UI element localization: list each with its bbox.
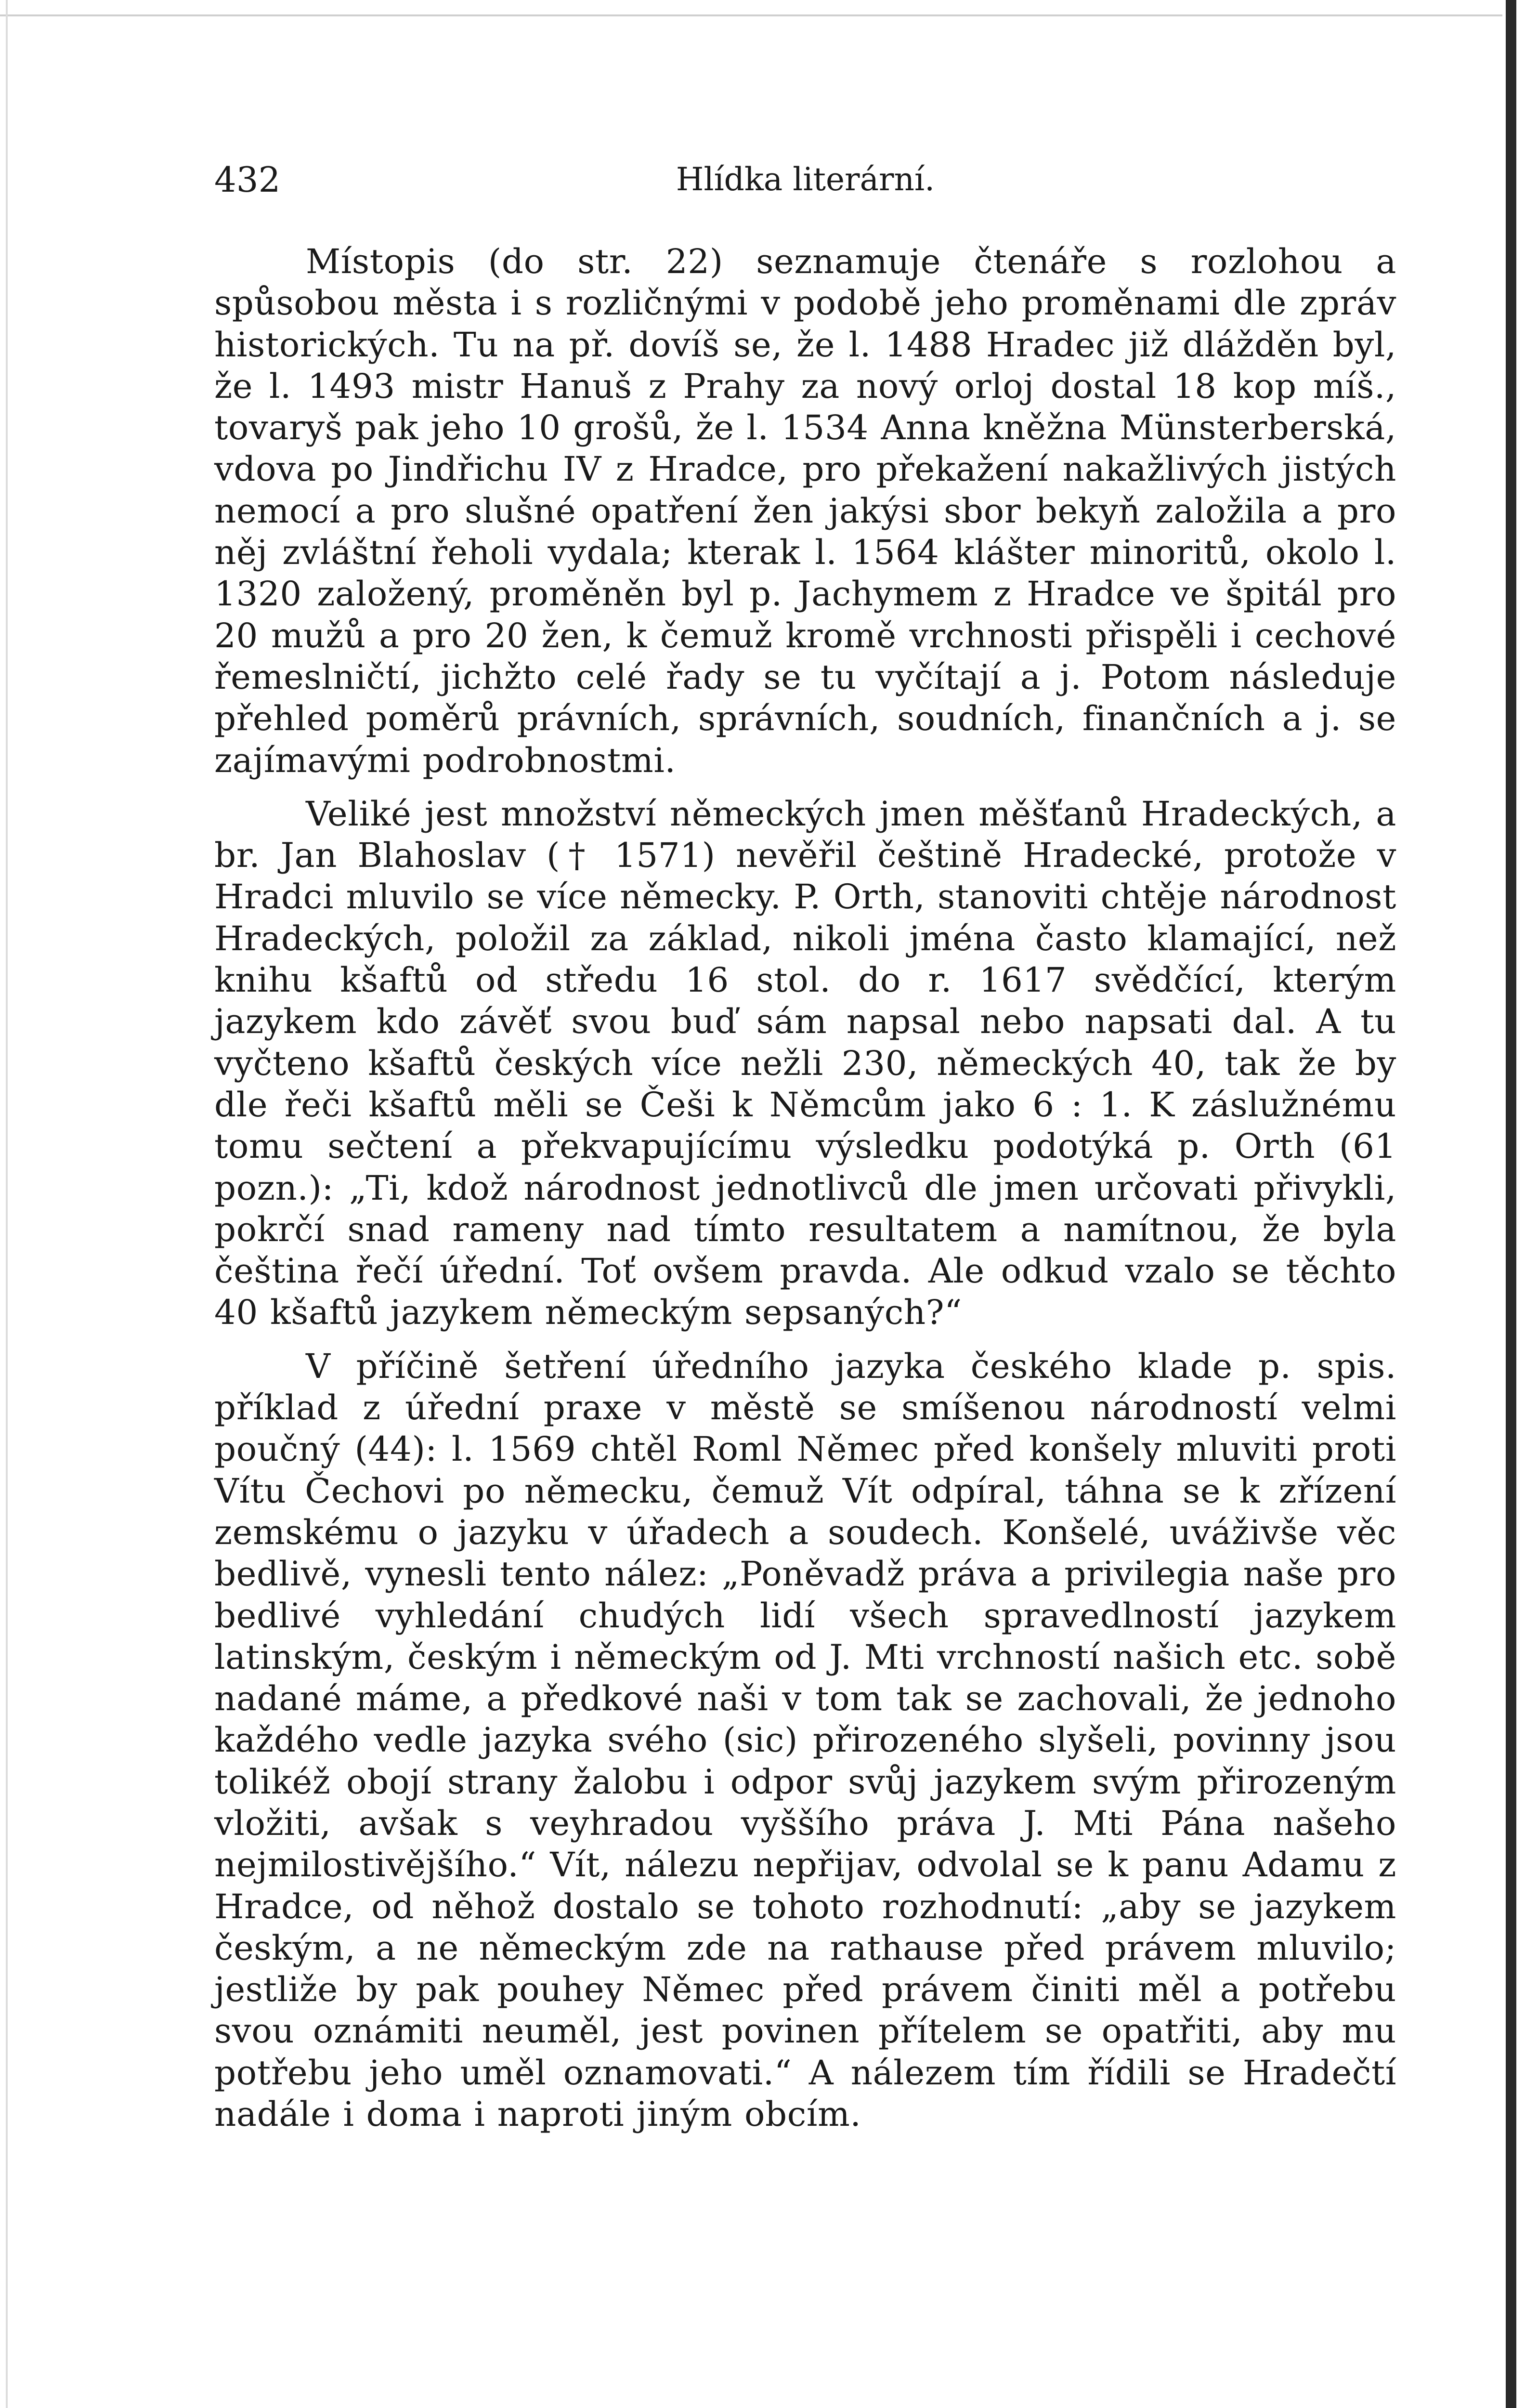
- scan-edge-left: [6, 0, 8, 2408]
- scan-edge-right: [1506, 0, 1516, 2408]
- running-title: Hlídka literární.: [676, 161, 935, 198]
- paragraph-official-language: V příčině šetření úředního jazyka českého klade p. spis. příklad z úřední praxe v městě se smíšenou národností velmi poučný (44): l. 1569 chtěl Roml Němec před konšely mluviti proti Vítu Čechovi po německu, čemuž Vít odpíral, táhna se k zřízení zemskému o jazyku v úřadech a soudech. Konšelé, uváživše věc bedlivě, vynesli tento nález: „Poněvadž práva a privilegia naše pro bedlivé vyhledání chudých lidí všech spravedlností jazykem latinským, českým i německým od J. Mti vrchností našich etc. sobě nadané máme, a předkové naši v tom tak se zachovali, že jednoho každého vedle jazyka svého (sic) přirozeného slyšeli, povinny jsou tolikéž obojí strany žalobu i odpor svůj jazykem svým přirozeným vložiti, avšak s veyhradou vyššího práva J. Mti Pána našeho nejmilostivějšího.“ Vít, nálezu nepřijav, odvolal se k panu Adamu z Hradce, od něhož dostalo se tohoto rozhodnutí: „aby se jazykem českým, a ne německým zde na rathause před právem mluvilo; jestliže by pak pouhey Němec před právem činiti měl a potřebu svou oznámiti neuměl, jest povinen přítelem se opatřiti, aby mu potřebu jeho uměl oznamovati.“ A nálezem tím řídili se Hradečtí nadále i doma i naproti jiným obcím.: [214, 1346, 1396, 2134]
- page-number: 432: [214, 159, 281, 200]
- paragraph-german-names: Veliké jest množství německých jmen měšťanů Hradeckých, a br. Jan Blahoslav († 1571) nevěřil češtině Hradecké, protože v Hradci mluvilo se více německy. P. Orth, stanoviti chtěje národnost Hradeckých, položil za základ, nikoli jména často klamající, než knihu kšaftů od středu 16 stol. do r. 1617 svědčící, kterým jazykem kdo závěť svou buď sám napsal nebo napsati dal. A tu vyčteno kšaftů českých více nežli 230, německých 40, tak že by dle řeči kšaftů měli se Češi k Němcům jako 6 : 1. K záslužnému tomu sečtení a překvapujícímu výsledku podotýká p. Orth (61 pozn.): „Ti, kdož národnost jednotlivců dle jmen určovati přivykli, pokrčí snad rameny nad tímto resultatem a namítnou, že byla čeština řečí úřední. Toť ovšem pravda. Ale odkud vzalo se těchto 40 kšaftů jazykem německým sepsaných?“: [214, 794, 1396, 1333]
- paragraph-mistopis: Místopis (do str. 22) seznamuje čtenáře s rozlohou a spůsobou města i s rozličnými v podobě jeho proměnami dle zpráv historických. Tu na př. dovíš se, že l. 1488 Hradec již dlážděn byl, že l. 1493 mistr Hanuš z Prahy za nový orloj dostal 18 kop míš., tovaryš pak jeho 10 grošů, že l. 1534 Anna kněžna Münsterberská, vdova po Jindřichu IV z Hradce, pro překažení nakažlivých jistých nemocí a pro slušné opatření žen jakýsi sbor bekyň založila a pro něj zvláštní řeholi vydala; kterak l. 1564 klášter minoritů, okolo l. 1320 založený, proměněn byl p. Jachymem z Hradce ve špitál pro 20 mužů a pro 20 žen, k čemuž kromě vrchnosti přispěli i cechové řemeslničtí, jichžto celé řady se tu vyčítají a j. Potom následuje přehled poměrů právních, správních, soudních, finančních a j. se zajímavými podrobnostmi.: [214, 242, 1396, 780]
- scan-edge-top: [0, 14, 1502, 16]
- body-text: [214, 241, 1396, 2147]
- page-header: [214, 153, 1396, 206]
